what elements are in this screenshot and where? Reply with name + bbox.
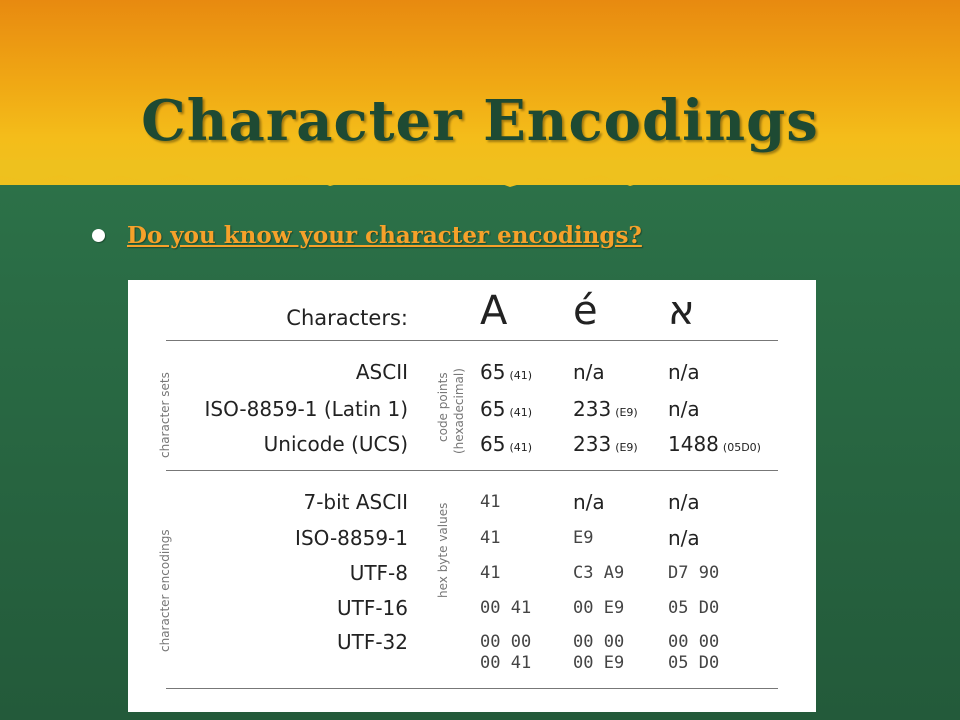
cell-value: 00 41	[480, 598, 532, 618]
encodings-link[interactable]: Do you know your character encodings?	[127, 222, 642, 249]
row-label: 7-bit ASCII	[303, 490, 408, 514]
cell-value: 05 D0	[668, 653, 720, 673]
slide-title: Character Encodings	[141, 88, 819, 154]
cell-value: C3 A9	[573, 563, 625, 583]
char-e-acute: é	[573, 288, 598, 334]
code-points-label: code points	[436, 372, 450, 442]
cell-value: 05 D0	[668, 598, 720, 618]
cell-value: 00 00	[573, 632, 625, 652]
row-label: UTF-8	[349, 561, 408, 585]
header-torn-edge	[0, 160, 960, 200]
cell-value: 00 E9	[573, 653, 625, 673]
character-encodings-label: character encodings	[158, 529, 172, 652]
cell-value: 00 41	[480, 653, 532, 673]
cell-value: 65 (41)	[480, 397, 533, 421]
hex-byte-values-label: hex byte values	[436, 502, 450, 598]
cell-value: 41	[480, 563, 501, 583]
characters-label: Characters:	[286, 306, 408, 330]
cell-value: n/a	[668, 490, 700, 514]
bullet-icon	[92, 229, 105, 242]
char-alef: א	[668, 288, 695, 334]
row-label: UTF-32	[336, 630, 408, 654]
cell-value: 00 00	[668, 632, 720, 652]
row-label: UTF-16	[336, 596, 408, 620]
header-rule	[166, 340, 778, 341]
cell-value: D7 90	[668, 563, 720, 583]
cell-value: n/a	[573, 490, 605, 514]
row-label: ISO-8859-1 (Latin 1)	[204, 397, 408, 421]
section-rule	[166, 470, 778, 471]
cell-value: 65 (41)	[480, 360, 533, 384]
bullet-item	[92, 222, 642, 249]
cell-value: E9	[573, 528, 594, 548]
cell-value: 41	[480, 528, 501, 548]
cell-value: n/a	[668, 360, 700, 384]
cell-value: 1488 (05D0)	[668, 432, 761, 456]
row-label: ISO-8859-1	[295, 526, 408, 550]
encoding-table-image	[128, 280, 816, 712]
hexadecimal-label: (hexadecimal)	[452, 368, 466, 454]
cell-value: n/a	[573, 360, 605, 384]
cell-value: 65 (41)	[480, 432, 533, 456]
row-label: ASCII	[355, 360, 408, 384]
row-label: Unicode (UCS)	[263, 432, 408, 456]
cell-value: 233 (E9)	[573, 432, 638, 456]
cell-value: 233 (E9)	[573, 397, 638, 421]
footer-rule	[166, 688, 778, 689]
char-a: A	[480, 288, 508, 334]
cell-value: 00 00	[480, 632, 532, 652]
cell-value: n/a	[668, 526, 700, 550]
cell-value: 00 E9	[573, 598, 625, 618]
cell-value: 41	[480, 492, 501, 512]
cell-value: n/a	[668, 397, 700, 421]
character-sets-label: character sets	[158, 372, 172, 458]
